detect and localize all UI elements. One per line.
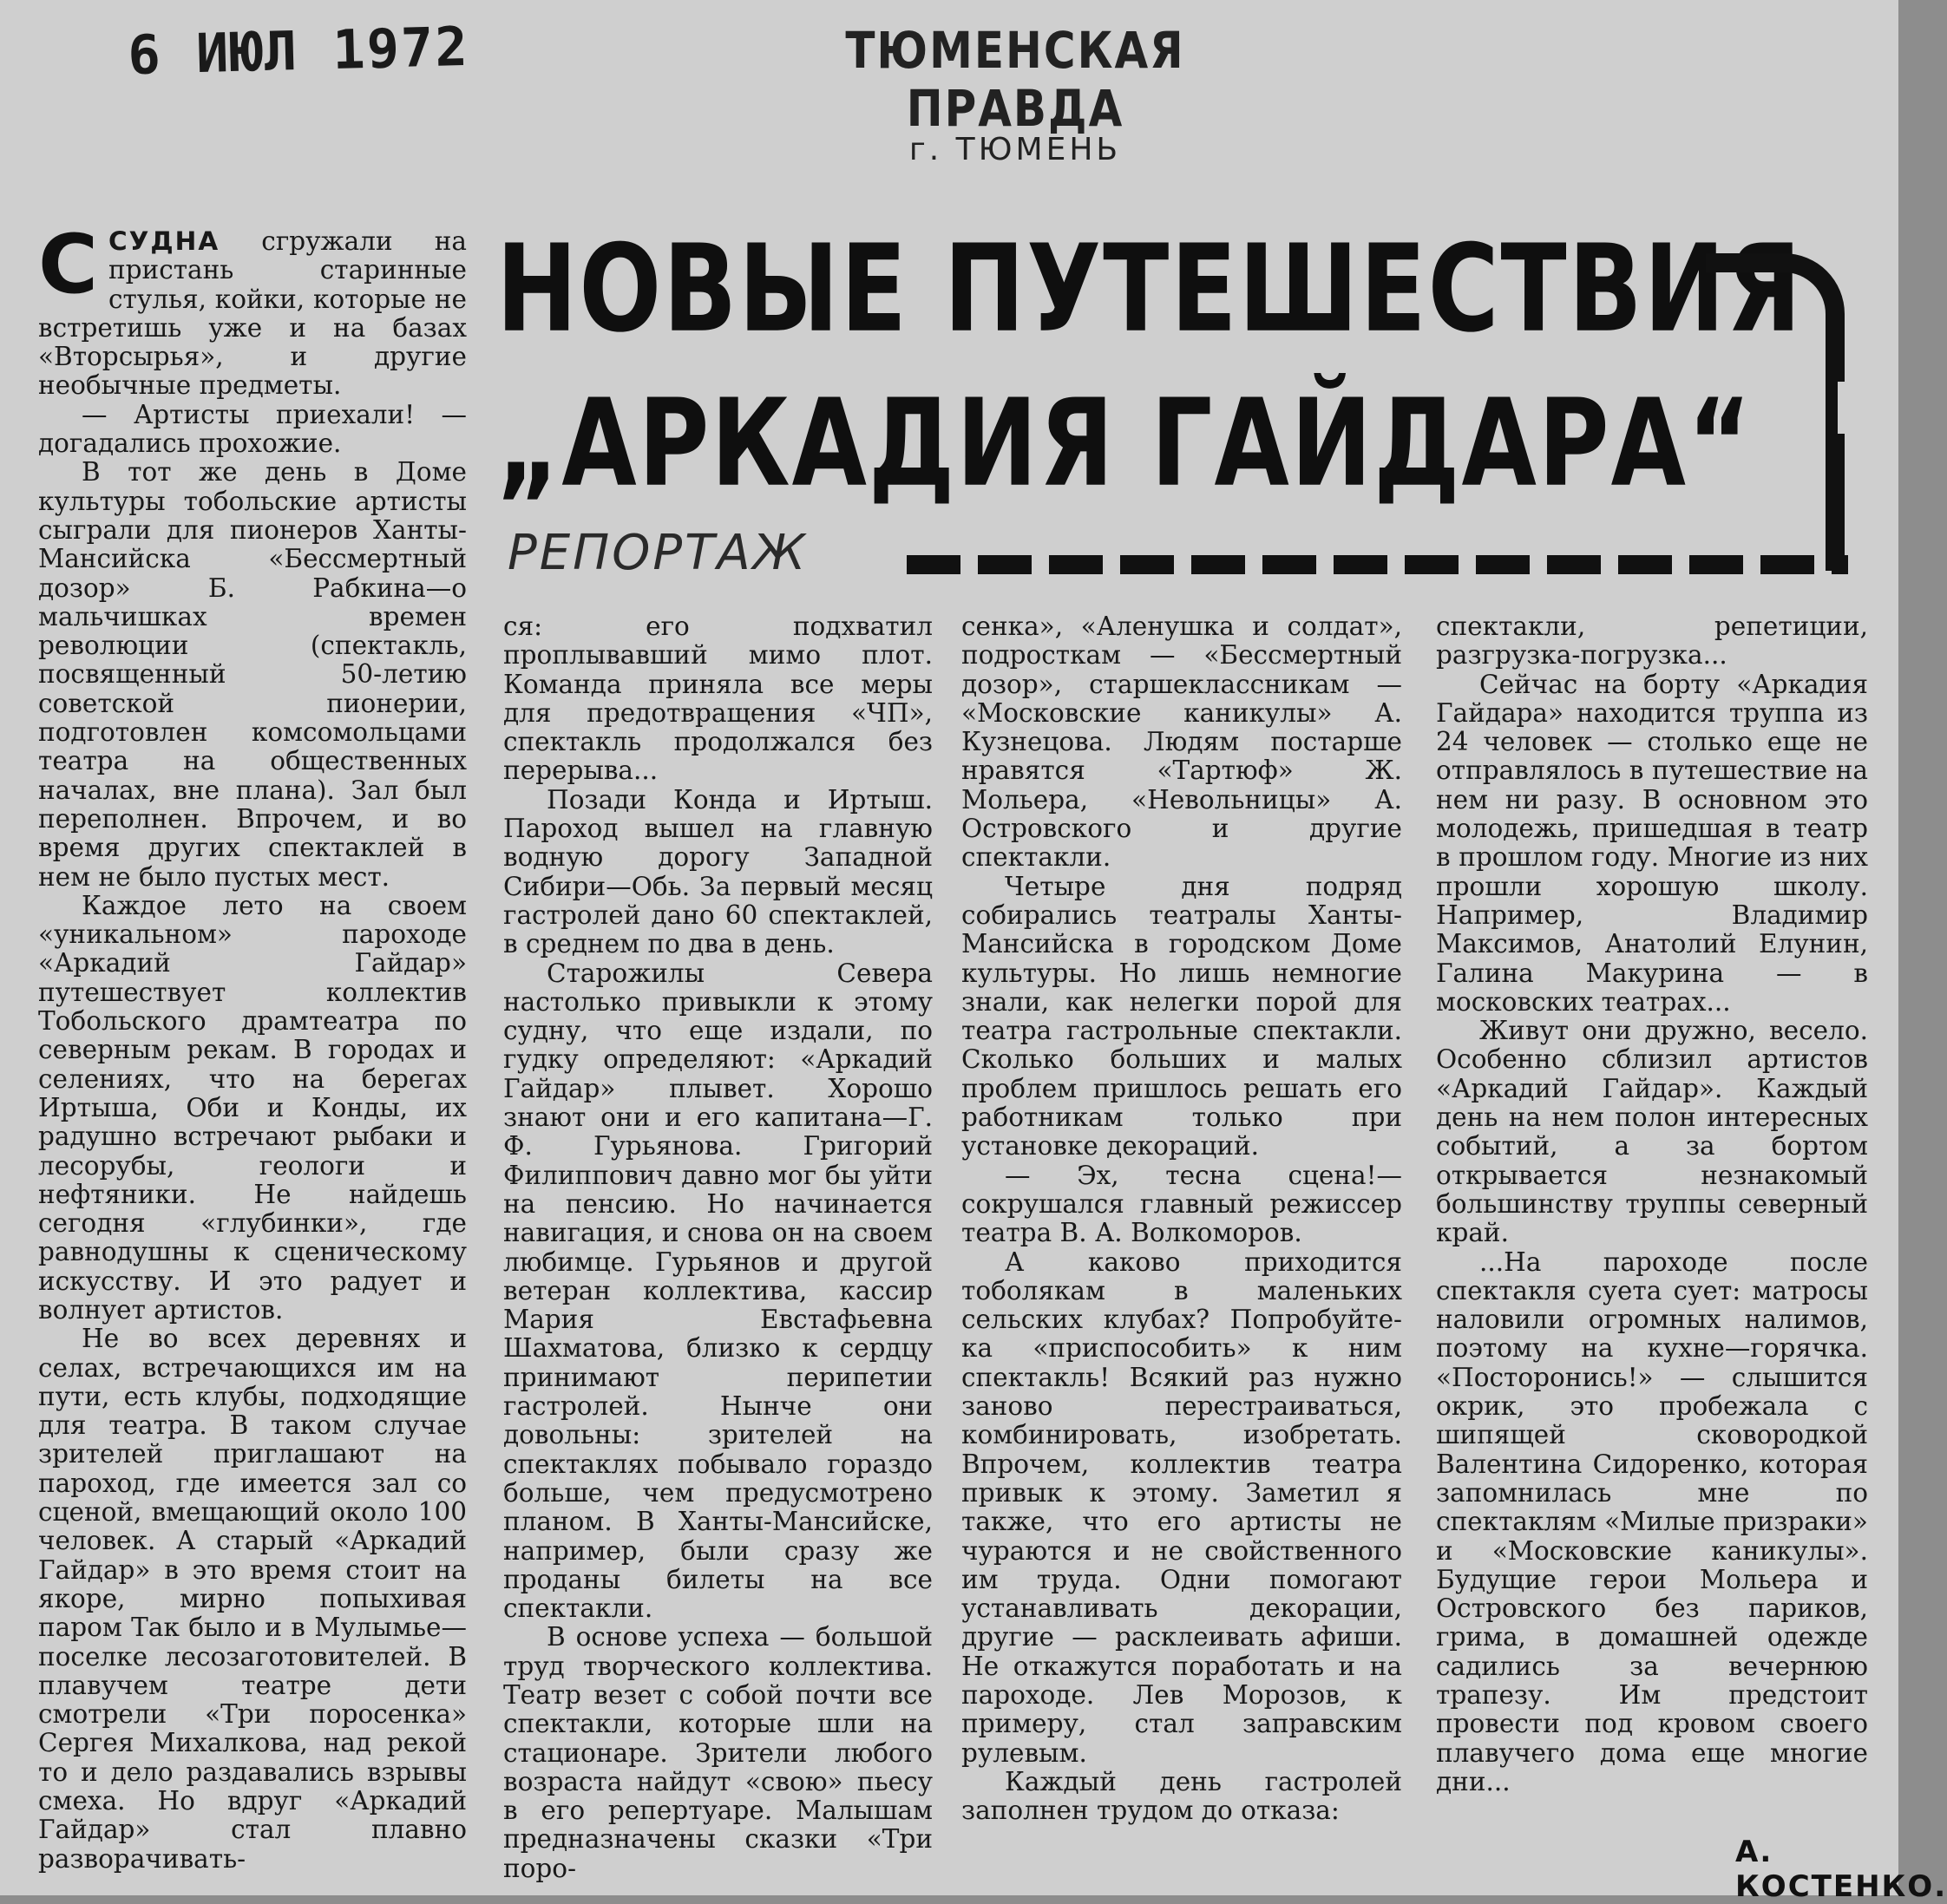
paragraph: В основе успеха — большой труд творческого коллектива. Театр везет с собой почти все спектакли, которые шли на стационаре. Зрители любого возраста найдут «свою» пьесу в его репертуаре. Малышам предназначены сказки «Три поро- [503,1622,933,1883]
paragraph: — Эх, тесна сцена!—сокрушался главный режиссер театра В. А. Волкоморов. [961,1160,1402,1248]
newspaper-stamp [807,22,1223,167]
paragraph: спектакли, репетиции, разгрузка-погрузка... [1436,612,1868,671]
paragraph: — Артисты приехали! — догадались прохожие. [38,399,467,459]
corner-bracket [1706,253,1845,571]
article-headline [496,219,1803,514]
author-signature: А. КОСТЕНКО. [1735,1835,1947,1904]
lead-word: СУДНА [108,226,220,256]
lead-paragraph [38,218,467,401]
paragraph: сгружали на пристань старинные стулья, койки, которые не встретишь уже и на базах «Вторсырья», и другие необычные предметы. [38,226,467,401]
headline-line-1: НОВЫЕ ПУТЕШЕСТВИЯ [496,219,1803,360]
text-column-4 [1436,612,1868,1796]
headline-line-2: „АРКАДИЯ ГАЙДАРА“ [496,374,1754,514]
paragraph: Не во всех деревнях и селах, встречающихся им на пути, есть клубы, подходящие для театра. В таком случае зрителей приглашают на пароход, где имеется зал со сценой, вмещающий около 100 человек. А старый «Аркадий Гайдар» в это время стоит на якоре, мирно попыхивая паром Так было и в Мулымье—поселке лесозаготовителей. В плавучем театре дети смотрели «Три поросенка» Сергея Михалкова, над рекой то и дело раздавались взрывы смеха. Но вдруг «Аркадий Гайдар» стал плавно разворачивать- [38,1324,467,1874]
paragraph: сенка», «Аленушка и солдат», подросткам — «Бессмертный дозор», старшеклассникам — «Московские каникулы» А. Кузнецова. Людям постарше нравятся «Тартюф» Ж. Мольера, «Невольницы» А. Островского и другие спектакли. [961,612,1402,873]
paragraph: ...На пароходе после спектакля суета сует: матросы наловили огромных налимов, поэтому на кухне—горячка. «Посторонись!» — слышится окрик, это пробежала с шипящей сковородкой Валентина Сидоренко, которая запомнилась мне по спектаклям «Милые призраки» и «Московские каникулы». Будущие герои Мольера и Островского без париков, грима, в домашней одежде садились за вечернюю трапезу. Им предстоит провести под кровом своего плавучего дома еще многие дни... [1436,1246,1868,1796]
paragraph: Сейчас на борту «Аркадия Гайдара» находится труппа из 24 человек — столько еще не отправлялось в путешествие на нем ни разу. В основном это молодежь, пришедшая в театр в прошлом году. Многие из них прошли хорошую школу. Например, Владимир Максимов, Анатолий Елунин, Галина Макурина — в московских театрах... [1436,669,1868,1017]
text-column-1 [38,218,467,1874]
paragraph: А каково приходится тоболякам в маленьких сельских клубах? Попробуйте-ка «приспособить» к ним спектакль! Всякий раз нужно заново перестраиваться, комбинировать, изобретать. Впрочем, коллектив театра привык к этому. Заметил я также, что его артисты не чураются и не свойственного им труда. Одни помогают устанавливать декорации, другие — расклеивать афиши. Не откажутся поработать и на пароходе. Лев Морозов, к примеру, стал заправским рулевым. [961,1246,1402,1768]
paragraph: В тот же день в Доме культуры тобольские артисты сыграли для пионеров Ханты-Мансийска «Бессмертный дозор» Б. Рабкина—о мальчишках времен революции (спектакль, посвященный 50-летию советской пионерии, подготовлен комсомольцами театра на общественных началах, вне плана). Зал был переполнен. Впрочем, и во время других спектаклей в нем не было пустых мест. [38,457,467,892]
paragraph: Старожилы Севера настолько привыкли к этому судну, что еще издали, по гудку определяют: «Аркадий Гайдар» плывет. Хорошо знают они и его капитана—Г. Ф. Гурьянова. Григорий Филиппович давно мог бы уйти на пенсию. Но начинается навигация, и снова он на своем любимце. Гурьянов и другой ветеран коллектива, кассир Мария Евстафьевна Шахматова, близко к сердцу принимают перипетии гастролей. Нынче они довольны: зрителей на спектаклях побывало гораздо больше, чем предусмотрено планом. В Ханты-Мансийске, например, были сразу же проданы билеты на все спектакли. [503,958,933,1624]
text-column-3 [961,612,1402,1825]
bracket-gap [1838,382,1872,434]
paragraph: Живут они дружно, весело. Особенно сблизил артистов «Аркадий Гайдар». Каждый день на нем полон интересных событий, а за бортом открывается незнакомый большинству труппы северный край. [1436,1016,1868,1248]
text-column-2 [503,612,933,1883]
paragraph: ся: его подхватил проплывавший мимо плот. Команда приняла все меры для предотвращения «ЧП», спектакль продолжался без перерыва... [503,612,933,786]
newspaper-city: г. ТЮМЕНЬ [908,132,1122,167]
newspaper-name: ТЮМЕНСКАЯ ПРАВДА [845,22,1185,138]
date-stamp: 6 ИЮЛ 1972 [127,14,470,88]
paragraph: Каждое лето на своем «уникальном» пароходе «Аркадий Гайдар» путешествует коллектив Тобольского драмтеатра по северным рекам. В городах и селениях, что на берегах Иртыша, Оби и Конды, их радушно встречают рыбаки и лесорубы, геологи и нефтяники. Не найдешь сегодня «глубинки», где равнодушны к сценическому искусству. И это радует и волнует артистов. [38,890,467,1325]
rubric-label: РЕПОРТАЖ [508,525,808,581]
dropcap: С [38,218,98,312]
paragraph: Каждый день гастролей заполнен трудом до отказа: [961,1766,1402,1826]
paragraph: Позади Конда и Иртыш. Пароход вышел на главную водную дорогу Западной Сибири—Обь. За первый месяц гастролей дано 60 спектаклей, в среднем по два в день. [503,784,933,959]
paragraph: Четыре дня подряд собирались театралы Ханты-Мансийска в городском Доме культуры. Но лишь немногие знали, как нелегки порой для театра гастрольные спектакли. Сколько больших и малых проблем пришлось решать его работникам только при установке декораций. [961,871,1402,1161]
